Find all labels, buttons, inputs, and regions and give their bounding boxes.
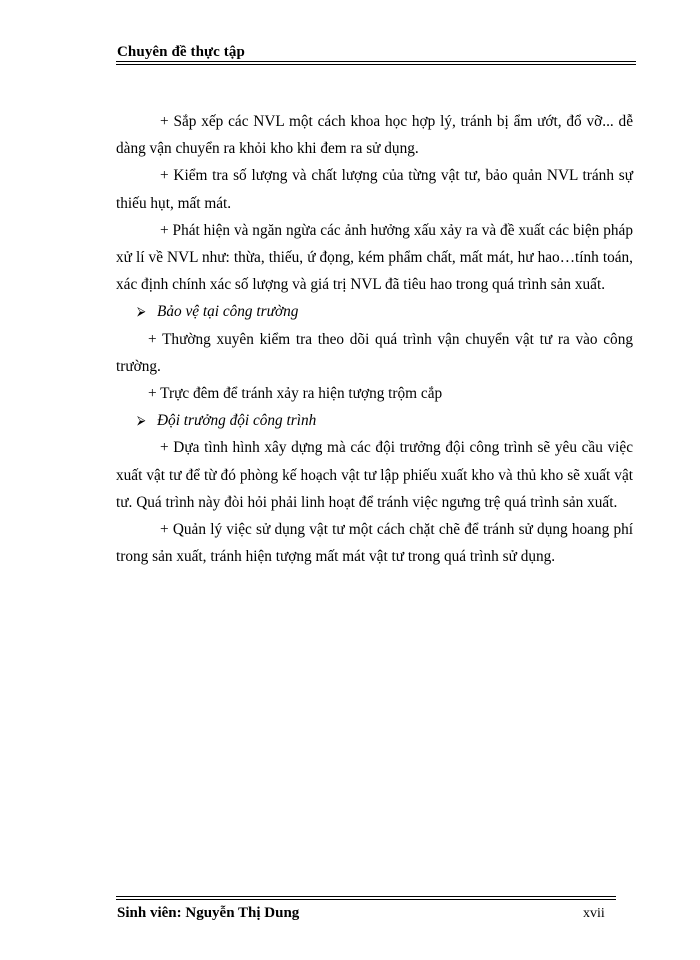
paragraph-night-watch: + Trực đêm để tránh xảy ra hiện tượng trộm cắp [148,385,443,403]
arrow-bullet-icon: ⮚ [137,413,146,428]
arrow-bullet-icon: ⮚ [137,304,146,319]
footer-student-name: Sinh viên: Nguyễn Thị Dung [117,905,300,921]
header-divider [116,61,636,65]
footer-divider [116,896,616,900]
paragraph-check-quantity: + Kiểm tra số lượng và chất lượng của từng vật tư, bảo quản NVL tránh sự thiếu hụt, mất mát. [116,167,633,212]
bullet-site-security-label: Bảo vệ tại công trường [157,303,299,321]
header-title: Chuyên đề thực tập [117,44,245,60]
footer-page-number: xvii [583,906,605,921]
paragraph-detect-prevent: + Phát hiện và ngăn ngừa các ảnh hưởng xấu xảy ra và đề xuất các biện pháp xử lí về NVL như: thừa, thiếu, ứ đọng, kém phẩm chất, mất mát, hư hao…tính toán, xác định chính xác số lượng và giá trị NVL đã tiêu hao trong quá trình sản xuất. [116,221,633,294]
bullet-team-leader-label: Đội trưởng đội công trình [157,412,317,430]
paragraph-request-materials: + Dựa tình hình xây dựng mà các đội trưởng đội công trình sẽ yêu cầu việc xuất vật tư để từ đó phòng kế hoạch vật tư lập phiếu xuất kho và thủ kho sẽ xuất vật tư. Quá trình này đòi hỏi phải linh hoạt để tránh việc ngưng trệ quá trình sản xuất. [116,439,633,511]
paragraph-manage-usage: + Quản lý việc sử dụng vật tư một cách chặt chẽ để tránh sử dụng hoang phí trong sản xuất, tránh hiện tượng mất mát vật tư trong quá trình sử dụng. [116,521,633,566]
bullet-site-security [116,298,633,325]
bullet-team-leader [116,407,633,434]
document-body [116,108,633,570]
paragraph-monitor-transport: + Thường xuyên kiểm tra theo dõi quá trình vận chuyển vật tư ra vào công trường. [116,330,633,375]
paragraph-arrange-materials: + Sắp xếp các NVL một cách khoa học hợp lý, tránh bị ẩm ướt, đổ vỡ... dễ dàng vận chuyển ra khỏi kho khi đem ra sử dụng. [116,113,633,158]
